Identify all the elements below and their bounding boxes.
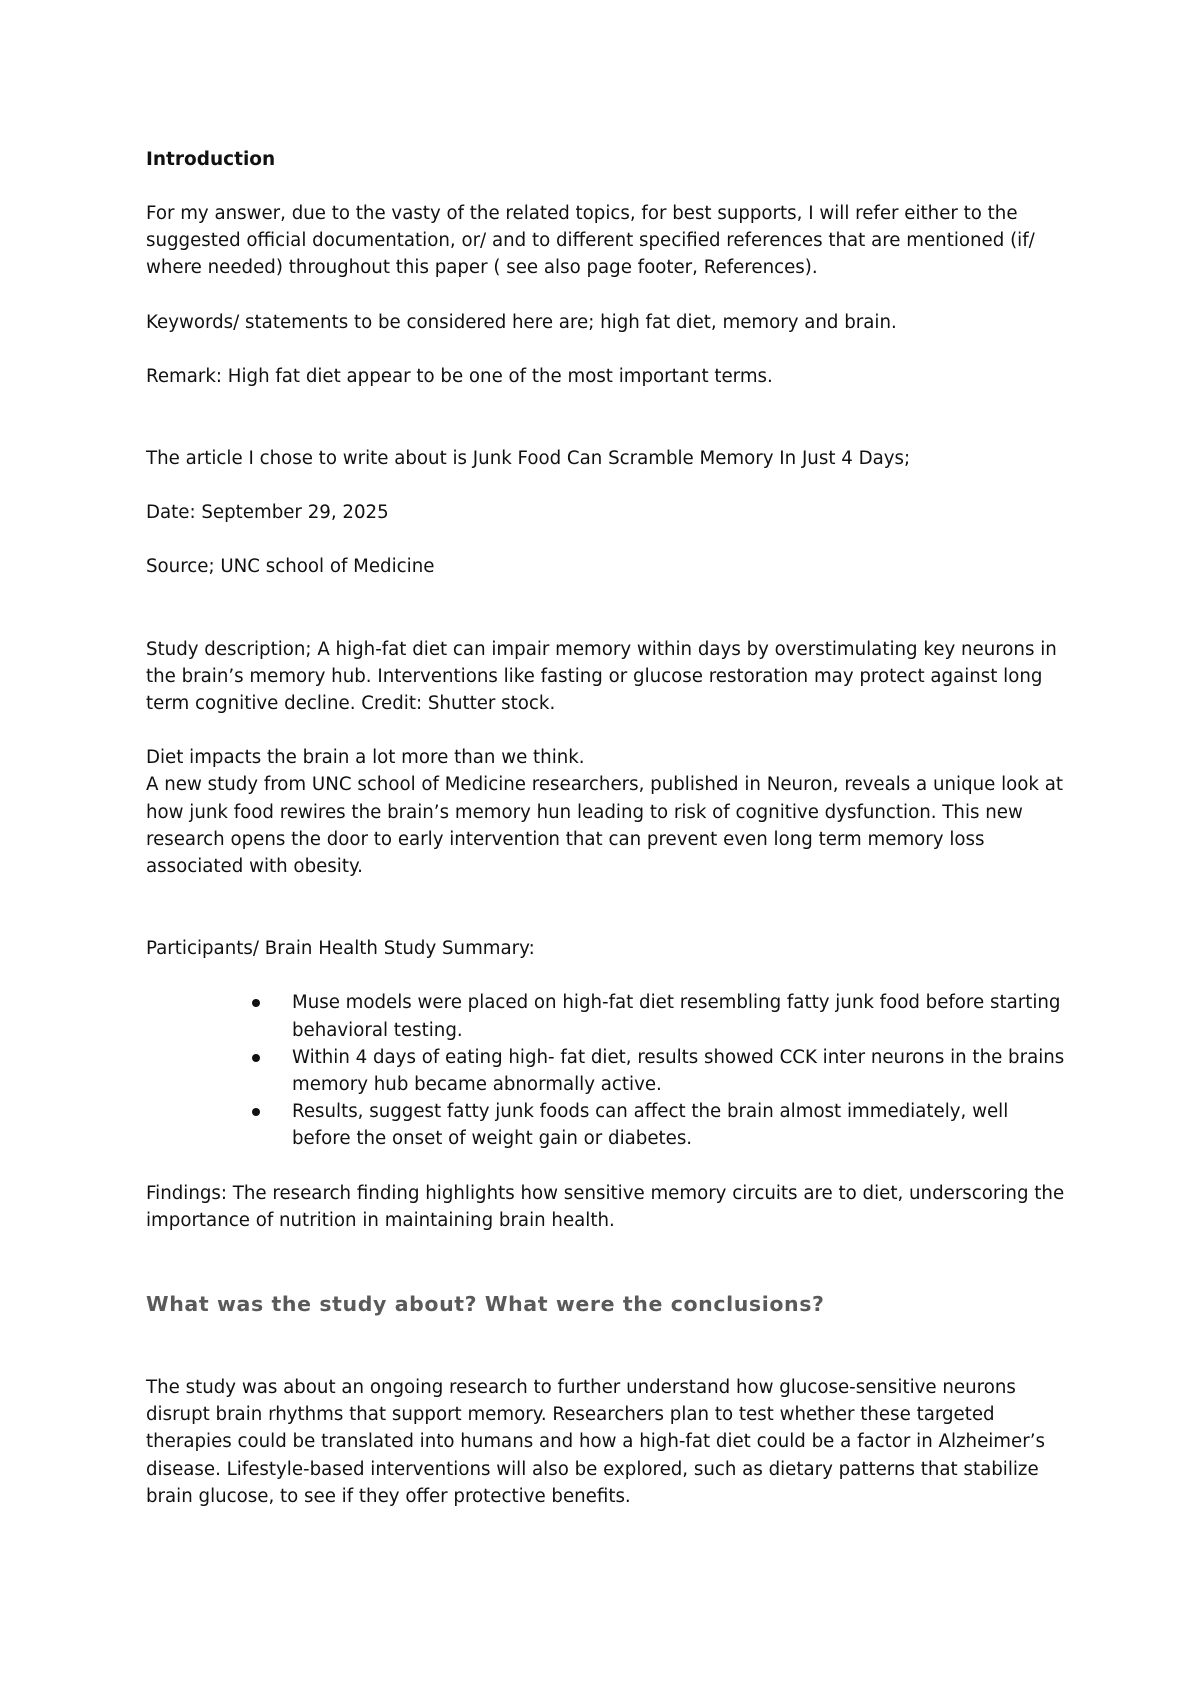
diet-line: Diet impacts the brain a lot more than we think. xyxy=(146,747,585,769)
bullet-text: Within 4 days of eating high- fat diet, results showed CCK inter neurons in the brains memory hub became abnormally active. xyxy=(292,1046,1065,1096)
keywords-paragraph: Keywords/ statements to be considered here are; high fat diet, memory and brain. xyxy=(146,311,897,333)
bullet-icon xyxy=(252,1108,260,1116)
findings-paragraph: Findings: The research finding highlights how sensitive memory circuits are to diet, underscoring the importance of nutrition in maintaining brain health. xyxy=(146,1182,1065,1231)
summary-label: Participants/ Brain Health Study Summary: xyxy=(146,938,535,960)
bullet-icon xyxy=(252,1054,260,1062)
bullet-item xyxy=(146,989,1066,1043)
bullet-item xyxy=(146,1098,1066,1152)
source-paragraph: Source; UNC school of Medicine xyxy=(146,556,435,578)
new-study-paragraph: A new study from UNC school of Medicine researchers, published in Neuron, reveals a unique look at how junk food rewires the brain’s memory hun leading to risk of cognitive dysfunction. This new research opens the door to early intervention that can prevent even long term memory loss associated with obesity. xyxy=(146,774,1064,878)
summary-bullet-list xyxy=(146,989,1066,1152)
article-paragraph: The article I chose to write about is Junk Food Can Scramble Memory In Just 4 Days; xyxy=(146,448,911,470)
introduction-heading: Introduction xyxy=(146,149,276,170)
bullet-text: Results, suggest fatty junk foods can affect the brain almost immediately, well before the onset of weight gain or diabetes. xyxy=(292,1101,1009,1150)
question-heading: What was the study about? What were the conclusions? xyxy=(146,1292,825,1317)
bullet-icon xyxy=(252,999,260,1007)
date-paragraph: Date: September 29, 2025 xyxy=(146,502,389,524)
remark-paragraph: Remark: High fat diet appear to be one of the most important terms. xyxy=(146,365,773,387)
bullet-text: Muse models were placed on high-fat diet resembling fatty junk food before starting behavioral testing. xyxy=(292,992,1061,1041)
intro-paragraph: For my answer, due to the vasty of the related topics, for best supports, I will refer either to the suggested official documentation, or/ and to different specified references that are mentioned (if/ where needed) throughout this paper ( see also page footer, References). xyxy=(146,203,1035,279)
conclusion-paragraph: The study was about an ongoing research to further understand how glucose-sensitive neurons disrupt brain rhythms that support memory. Researchers plan to test whether these targeted therapies could be translated into humans and how a high-fat diet could be a factor in Alzheimer’s disease. Lifestyle-based interventions will also be explored, such as dietary patterns that stabilize brain glucose, to see if they offer protective benefits. xyxy=(146,1377,1045,1507)
study-description-paragraph: Study description; A high-fat diet can impair memory within days by overstimulating key neurons in the brain’s memory hub. Interventions like fasting or glucose restoration may protect against long term cognitive decline. Credit: Shutter stock. xyxy=(146,638,1057,715)
bullet-item xyxy=(146,1044,1066,1098)
document-body xyxy=(146,146,1066,1510)
